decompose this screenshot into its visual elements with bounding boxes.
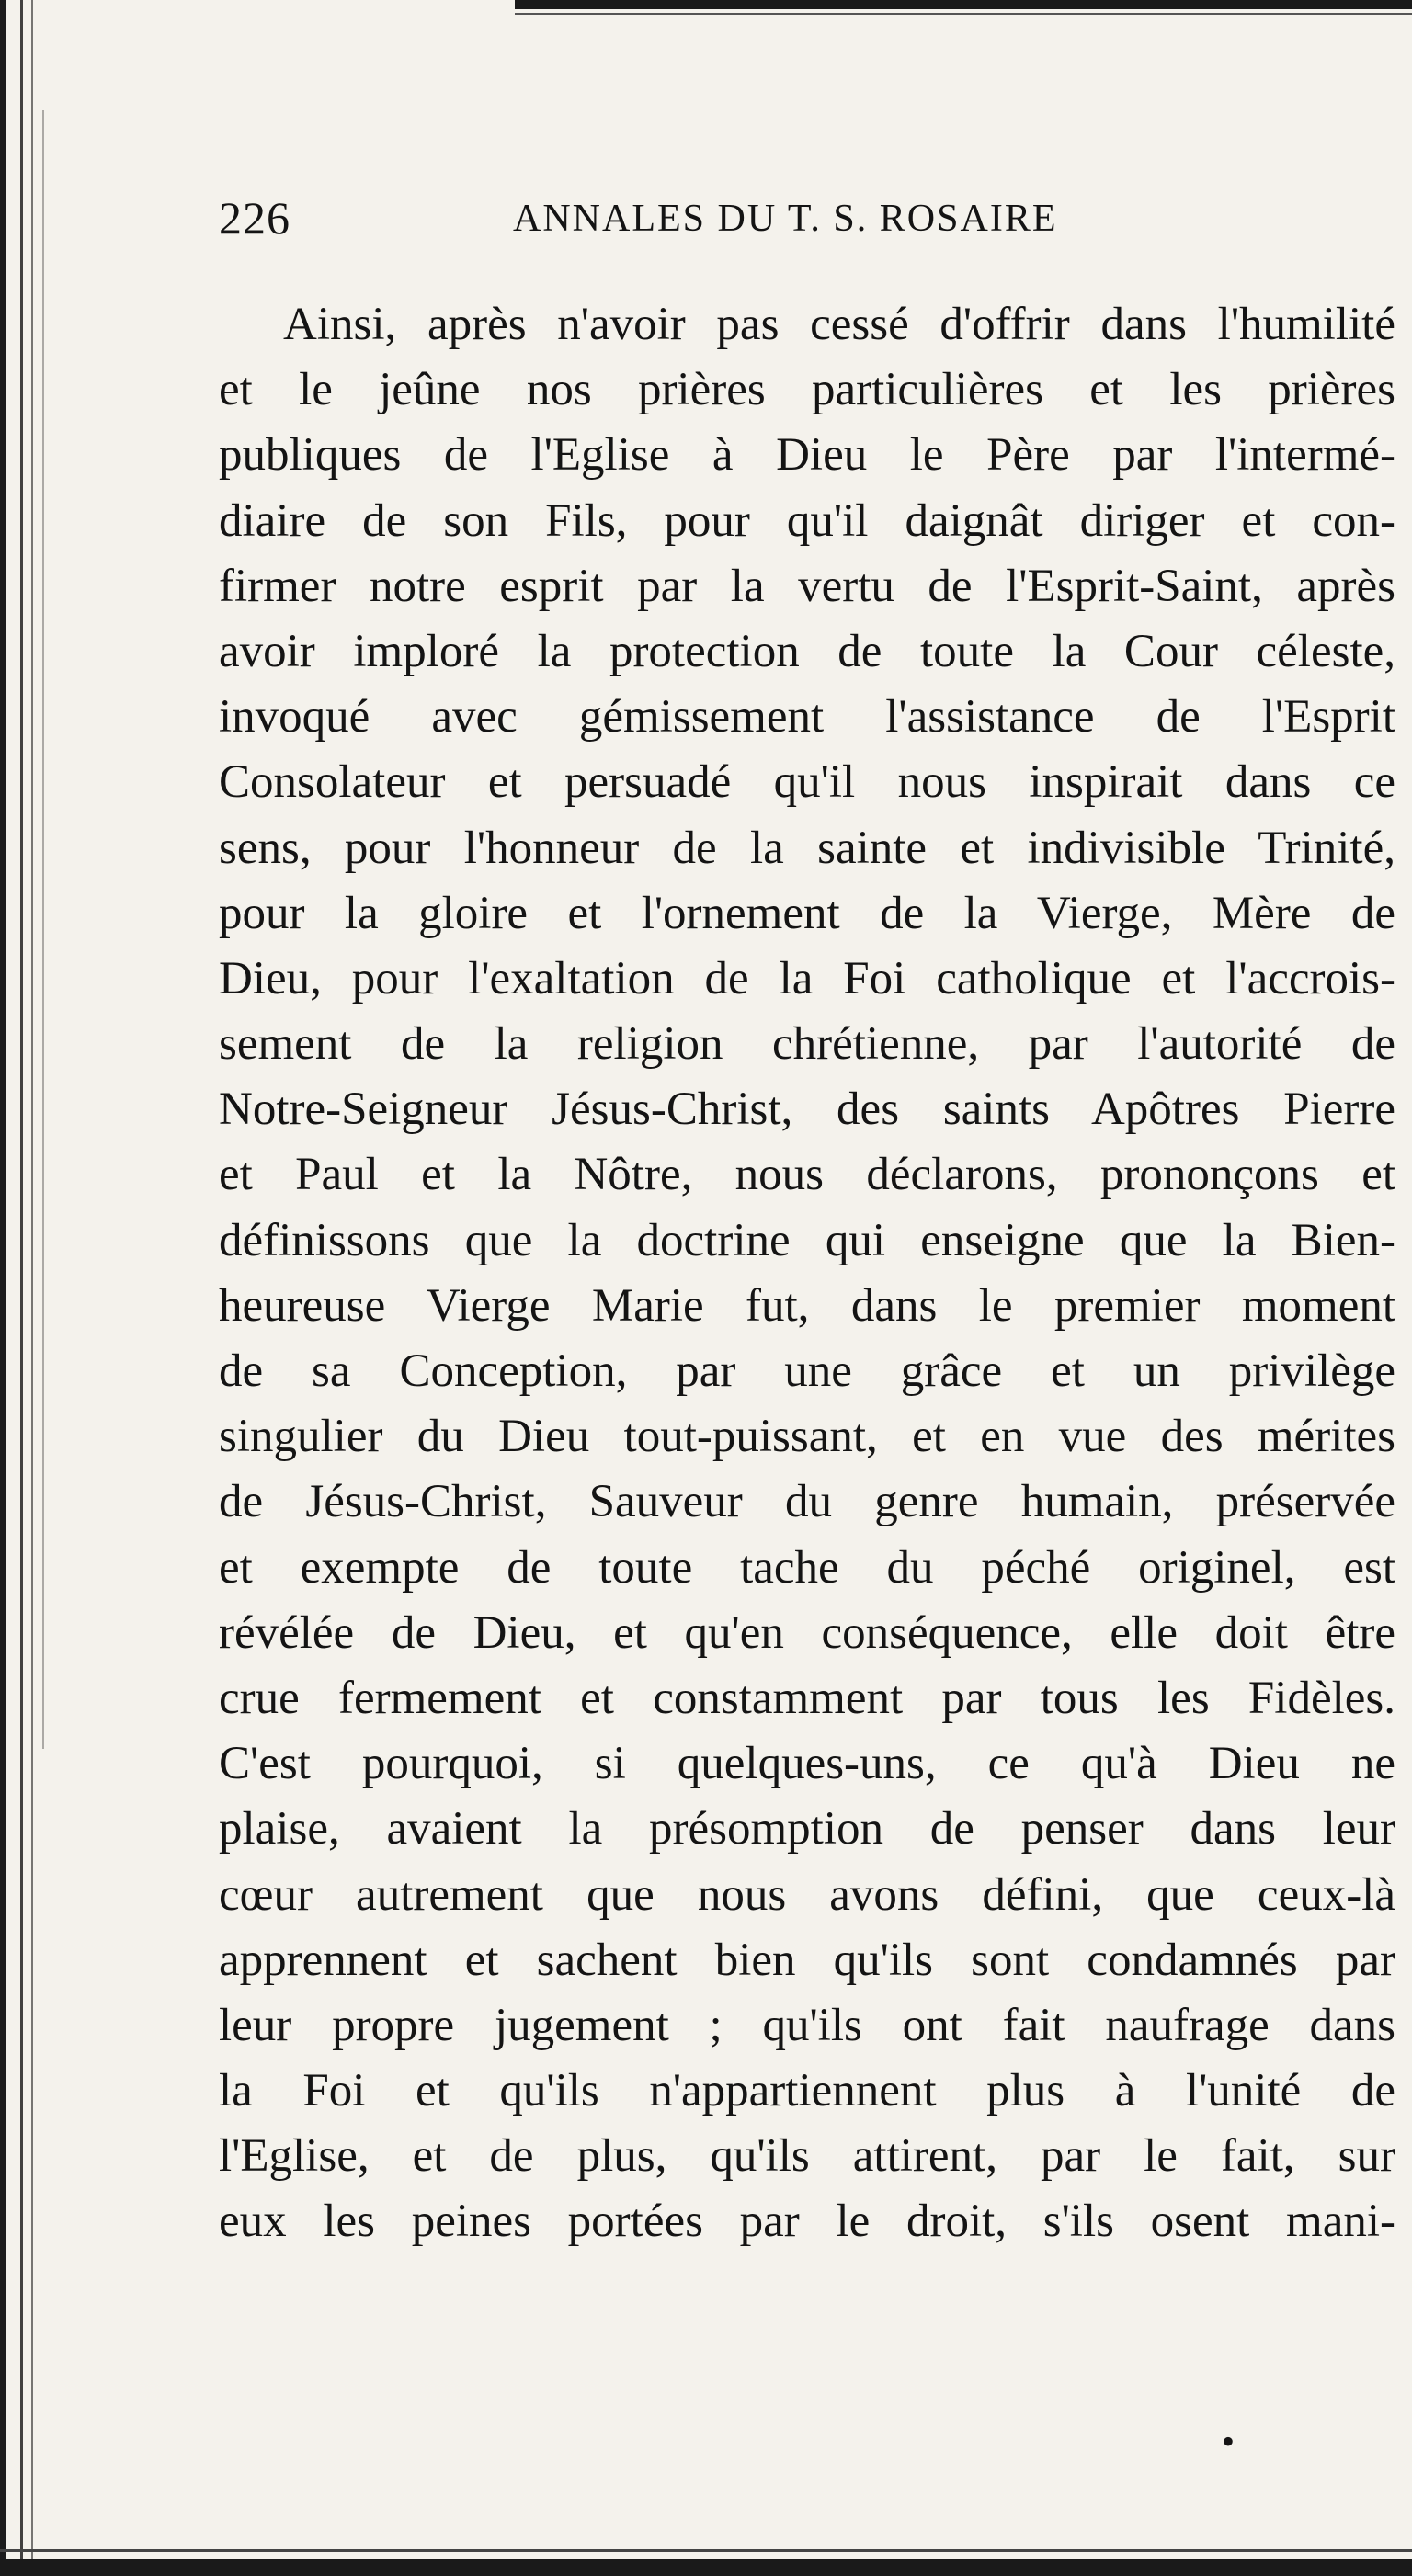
bottom-mark: •: [1222, 2421, 1236, 2462]
text-line: la Foi et qu'ils n'appartiennent plus à l'unité de: [219, 2065, 1395, 2117]
text-line: plaise, avaient la présomption de penser dans leur: [219, 1803, 1395, 1855]
running-head: [219, 191, 1405, 255]
text-line: Notre-Seigneur Jésus-Christ, des saints Apôtres Pierre: [219, 1084, 1395, 1136]
page-number: 226: [219, 192, 290, 244]
text-line: eux les peines portées par le droit, s'ils osent mani-: [219, 2196, 1395, 2248]
body-text: [219, 292, 1395, 2255]
text-line: l'Eglise, et de plus, qu'ils attirent, par le fait, sur: [219, 2130, 1395, 2183]
text-line: cœur autrement que nous avons défini, que ceux-là: [219, 1868, 1395, 1921]
top-border-rule: [515, 0, 1412, 9]
text-line: invoqué avec gémissement l'assistance de l'Esprit: [219, 691, 1395, 743]
text-line: Dieu, pour l'exaltation de la Foi catholique et l'accrois-: [219, 952, 1395, 1004]
text-line: Ainsi, après n'avoir pas cessé d'offrir dans l'humilité: [283, 299, 1395, 350]
text-line: apprennent et sachent bien qu'ils sont condamnés par: [219, 1934, 1395, 1986]
text-line: de Jésus-Christ, Sauveur du genre humain, préservée: [219, 1476, 1395, 1528]
binding-edge-line: [20, 0, 23, 2576]
binding-edge: [0, 0, 6, 2576]
text-line: C'est pourquoi, si quelques-uns, ce qu'à Dieu ne: [219, 1738, 1395, 1790]
text-line: crue fermement et constamment par tous les Fidèles.: [219, 1672, 1395, 1724]
text-line: leur propre jugement ; qu'ils ont fait naufrage dans: [219, 1999, 1395, 2051]
text-line: sens, pour l'honneur de la sainte et indivisible Trinité,: [219, 822, 1395, 874]
binding-edge-line: [42, 110, 44, 1749]
top-border-rule-thin: [515, 13, 1412, 15]
text-line: Consolateur et persuadé qu'il nous inspirait dans ce: [219, 756, 1395, 809]
text-line: publiques de l'Eglise à Dieu le Père par l'intermé-: [219, 429, 1395, 482]
text-line: singulier du Dieu tout-puissant, et en vue des mérites: [219, 1411, 1395, 1463]
text-line: de sa Conception, par une grâce et un privilège: [219, 1345, 1395, 1397]
text-line: sement de la religion chrétienne, par l'autorité de: [219, 1018, 1395, 1071]
text-line: révélée de Dieu, et qu'en conséquence, elle doit être: [219, 1606, 1395, 1659]
bottom-border-rule: [0, 2559, 1412, 2576]
header-title: ANNALES DU T. S. ROSAIRE: [513, 198, 1058, 240]
text-line: pour la gloire et l'ornement de la Vierge, Mère de: [219, 887, 1395, 939]
text-line: firmer notre esprit par la vertu de l'Esprit-Saint, après: [219, 560, 1395, 612]
text-line: avoir imploré la protection de toute la Cour céleste,: [219, 625, 1395, 677]
text-line: et le jeûne nos prières particulières et les prières: [219, 364, 1395, 416]
text-line: et Paul et la Nôtre, nous déclarons, prononçons et: [219, 1149, 1395, 1201]
bottom-border-rule-thin: [0, 2549, 1412, 2552]
text-line: définissons que la doctrine qui enseigne que la Bien-: [219, 1214, 1395, 1266]
text-line: et exempte de toute tache du péché originel, est: [219, 1541, 1395, 1594]
text-line: heureuse Vierge Marie fut, dans le premier moment: [219, 1279, 1395, 1332]
binding-edge-line: [31, 0, 33, 2576]
text-line: diaire de son Fils, pour qu'il daignât diriger et con-: [219, 494, 1395, 547]
